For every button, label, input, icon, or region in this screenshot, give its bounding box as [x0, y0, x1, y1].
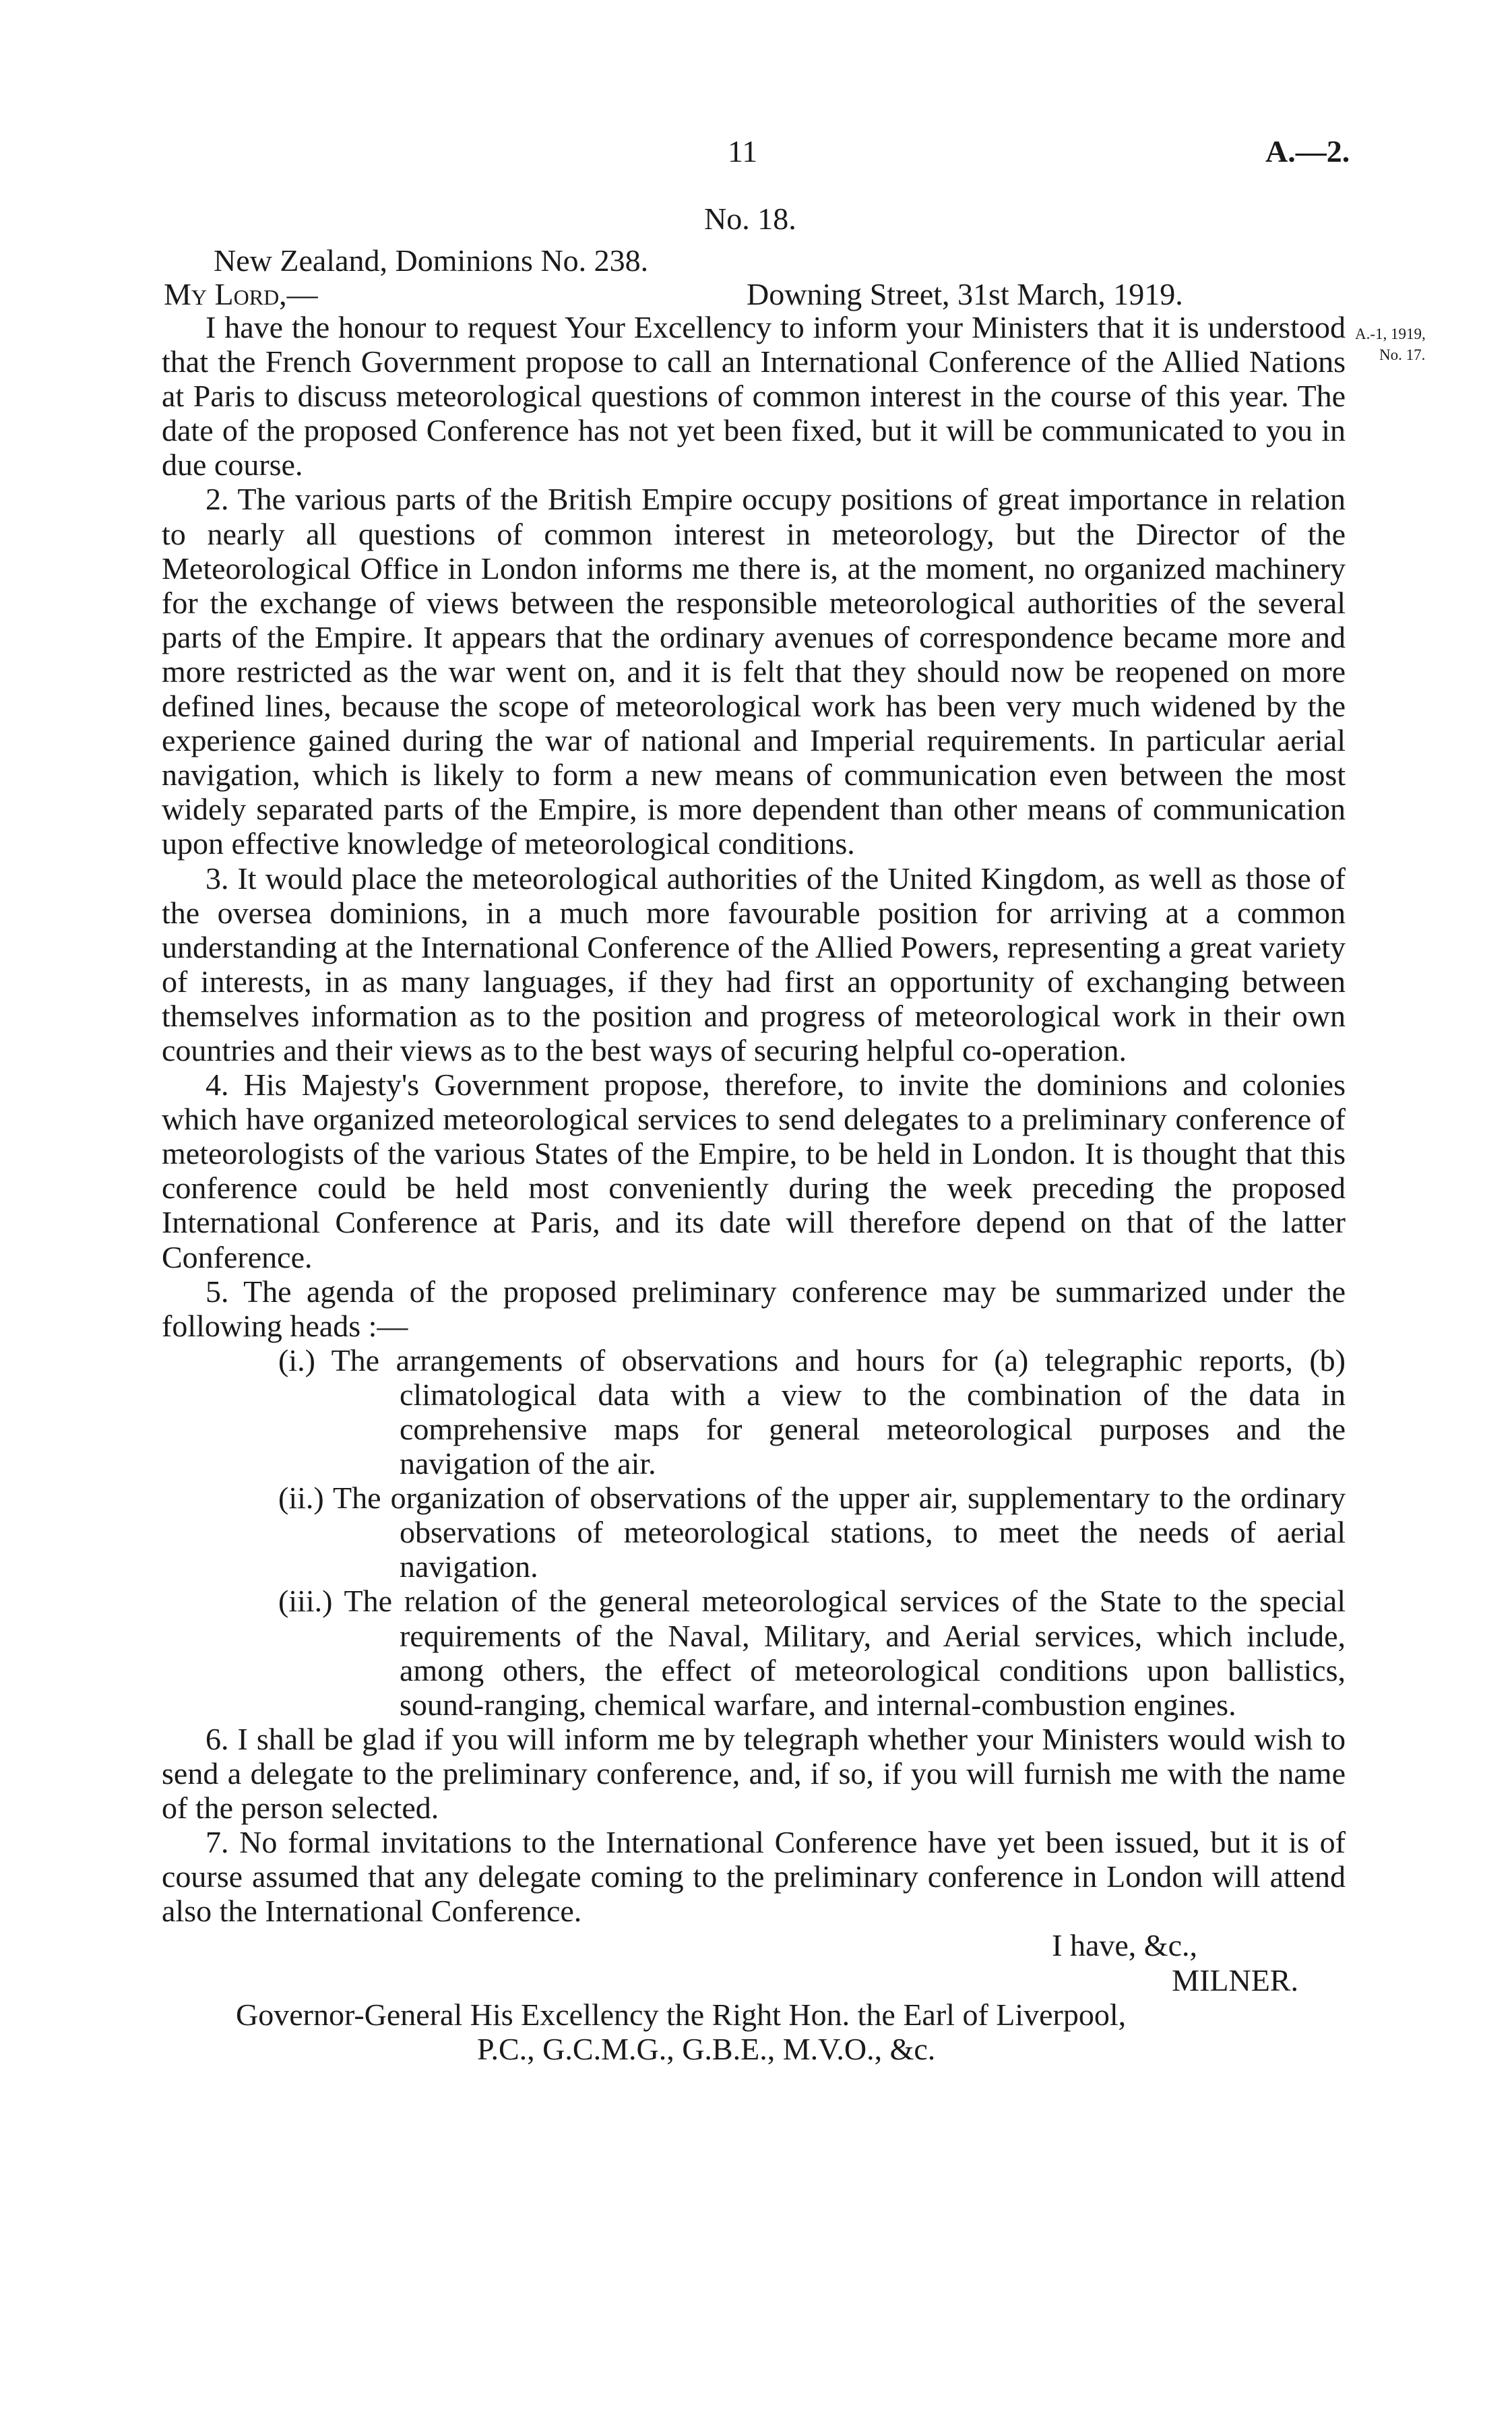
paragraph-2: 2. The various parts of the British Empire occupy positions of great importance in relation to nearly all questions of common interest in meteorology, but the Director of the Meteorological Office in London informs me there is, at the moment, no organized machinery for the exchange of views between the responsible meteorological authorities of the several parts of the Empire. It appears that the ordinary avenues of correspondence became more and more restricted as the war went on, and it is felt that they should now be reopened on more defined lines, because the scope of meteorological work has been very much widened by the experience gained during the war of national and Imperial requirements. In particular aerial navigation, which is likely to form a new means of communication even between the most widely separated parts of the Empire, is more dependent than other means of communication upon effective knowledge of meteorological conditions.	[162, 482, 1346, 861]
paragraph-7: 7. No formal invitations to the International Conference have yet been issued, but it is of course assumed that any delegate coming to the preliminary conference in London will attend also the International Conference.	[162, 1825, 1346, 1929]
agenda-item-label: (iii.)	[278, 1584, 333, 1619]
paragraph-3: 3. It would place the meteorological authorities of the United Kingdom, as well as those of the oversea dominions, in a much more favourable position for arriving at a common understanding at the International Conference of the Allied Powers, representing a great variety of interests, in as many languages, if they had first an opportunity of exchanging between themselves information as to the position and progress of meteorological work in their own countries and their views as to the best ways of securing helpful co-operation.	[162, 861, 1346, 1067]
document-number: No. 18.	[704, 201, 796, 236]
marginal-note-line-1: A.-1, 1919,	[1355, 325, 1426, 342]
agenda-item-3	[162, 1584, 1346, 1721]
addressee-line-1: Governor-General His Excellency the Right Hon. the Earl of Liverpool,	[236, 1997, 1127, 2032]
agenda-item-text: The organization of observations of the upper air, supplementary to the ordinary observations of meteorological stations, to meet the needs of aerial navigation.	[333, 1481, 1346, 1584]
series-number: A.—2.	[1265, 134, 1350, 168]
agenda-item-label: (i.)	[278, 1342, 315, 1377]
page-number: 11	[728, 134, 758, 168]
paragraph-1: I have the honour to request Your Excellency to inform your Ministers that it is understood that the French Government propose to call an International Conference of the Allied Nations at Paris to discuss meteorological questions of common interest in the course of this year. The date of the proposed Conference has not yet been fixed, but it will be communicated to you in due course.	[162, 310, 1346, 483]
signature: MILNER.	[1172, 1962, 1298, 1997]
agenda-item-text: The relation of the general meteorological services of the State to the special requirements of the Naval, Military, and Aerial services, which include, among others, the effect of meteorological conditions upon ballistics, sound-ranging, chemical warfare, and internal-combustion engines.	[344, 1584, 1346, 1722]
addressee-line-2: P.C., G.C.M.G., G.B.E., M.V.O., &c.	[477, 2031, 936, 2066]
salutation: My Lord,—	[164, 277, 318, 311]
marginal-note-line-2: No. 17.	[1379, 346, 1426, 363]
agenda-item-1	[162, 1343, 1346, 1481]
dateline: Downing Street, 31st March, 1919.	[747, 277, 1183, 311]
letter-body	[162, 310, 1346, 2066]
paragraph-6: 6. I shall be glad if you will inform me by telegraph whether your Ministers would wish to send a delegate to the preliminary conference, and, if so, if you will furnish me with the name of the person selected.	[162, 1721, 1346, 1826]
agenda-item-2	[162, 1481, 1346, 1584]
sign-off: I have, &c.,	[1052, 1928, 1197, 1963]
paragraph-5: 5. The agenda of the proposed preliminary conference may be summarized under the following heads :—	[162, 1274, 1346, 1343]
agenda-item-label: (ii.)	[278, 1481, 324, 1516]
paragraph-4: 4. His Majesty's Government propose, therefore, to invite the dominions and colonies which have organized meteorological services to send delegates to a preliminary conference of meteorologists of the various States of the Empire, to be held in London. It is thought that this conference could be held most conveniently during the week preceding the proposed International Conference at Paris, and its date will therefore depend on that of the latter Conference.	[162, 1067, 1346, 1274]
dispatch-reference: New Zealand, Dominions No. 238.	[214, 243, 649, 278]
agenda-item-text: The arrangements of observations and hours for (a) telegraphic reports, (b) climatological data with a view to the combination of the data in comprehensive maps for general meteorological purposes and the navigation of the air.	[331, 1342, 1346, 1481]
